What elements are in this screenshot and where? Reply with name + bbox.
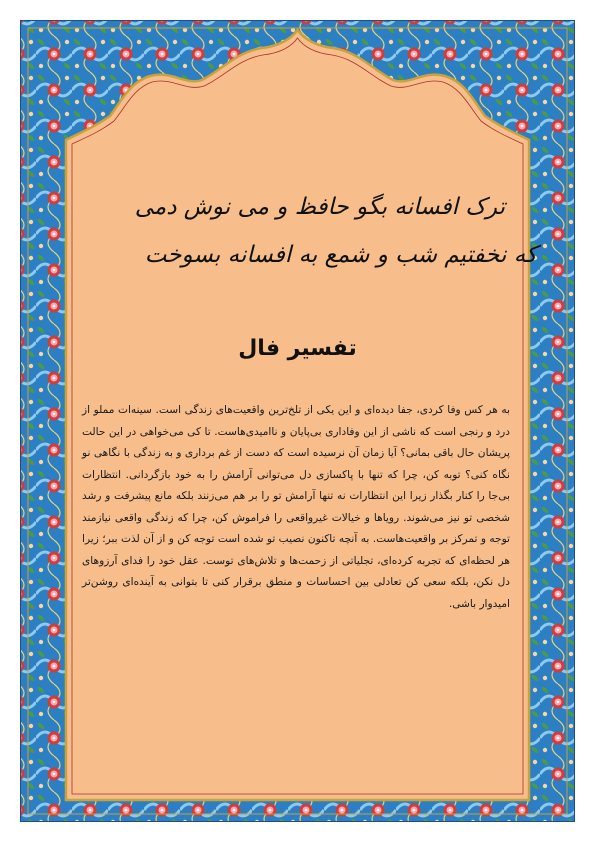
page-title: تفسیر فال [238, 336, 357, 361]
poem-line-1: ترک افسانه بگو حافظ و می نوش دمی [134, 194, 505, 220]
poem-line-2: که نخفتیم شب و شمع به افسانه بسوخت [144, 242, 537, 268]
interpretation-paragraph: به هر کس وفا کردی، جفا دیده‌ای و این یکی از تلخ‌ترین واقعیت‌های زندگی است. سینه‌ات مملو از درد و رنجی است که ناشی از این وفاداری بی‌پایان و ناامیدی‌هاست. تا کی می‌خواهی در این حالت پریشان حال باقی بمانی؟ آیا زمان آن نرسیده است که دست از غم برداری و به زندگی با نگاهی نو نگاه کنی؟ توبه کن، چرا که تنها با پاکسازی دل می‌توانی آرامش را به خود بازگردانی. انتظارات بی‌جا را کنار بگذار زیرا این انتظارات نه تنها آرامش تو را بر هم می‌زنند بلکه مانع پیشرفت و رشد شخصی تو نیز می‌شوند. رویاها و خیالات غیرواقعی را فراموش کن، چرا که زندگی واقعی نیازمند توجه و تمرکز بر واقعیت‌هاست. به آنچه تاکنون نصیب تو شده است توجه کن و از آن لذت ببر؛ زیرا هر لحظه‌ای که تجربه کرده‌ای، تجلیاتی از زحمت‌ها و تلاش‌های توست. عقل خود را فدای آرزوهای دل نکن، بلکه سعی کن تعادلی بین احساسات و منطق برقرار کنی تا بتوانی به آینده‌ای روشن‌تر امیدوار باشی. [82, 404, 510, 610]
